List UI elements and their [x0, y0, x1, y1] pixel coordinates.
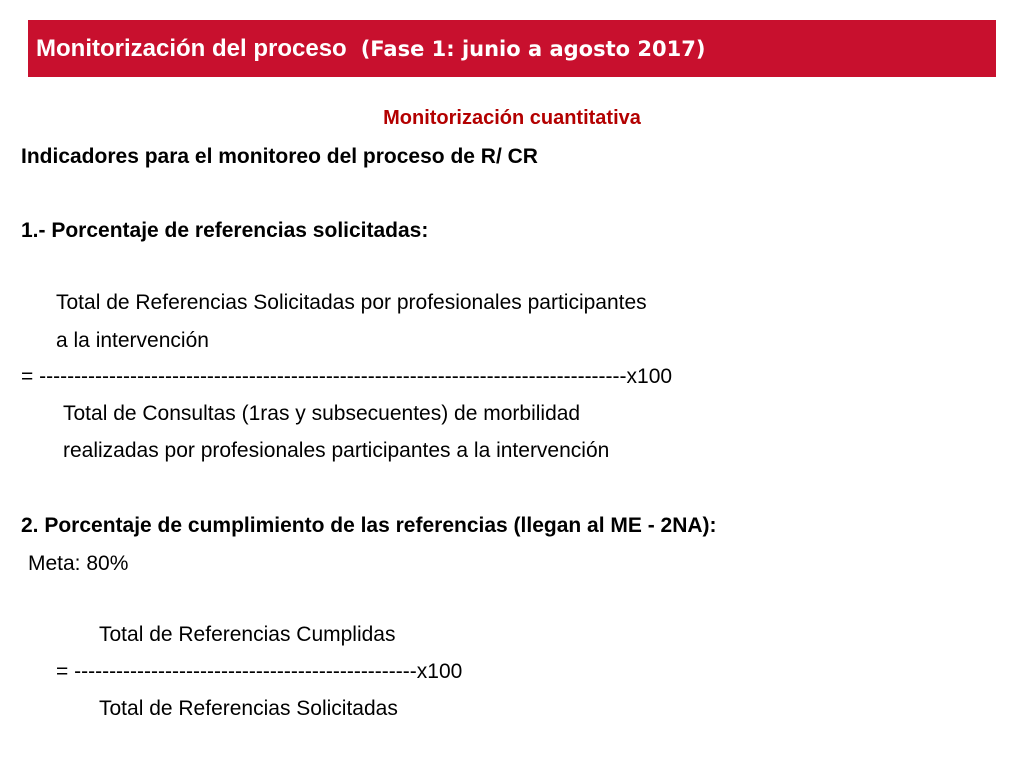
indicator1-numerator-line1: Total de Referencias Solicitadas por profesionales participantes — [56, 291, 647, 314]
indicator1-denominator-line1: Total de Consultas (1ras y subsecuentes) de morbilidad — [63, 402, 581, 425]
indicator1-numerator-line2: a la intervención — [56, 329, 209, 352]
indicator1-title: 1.- Porcentaje de referencias solicitadas: — [21, 219, 429, 242]
indicator2-meta: Meta: 80% — [28, 552, 129, 575]
indicator1-denominator-line2: realizadas por profesionales participantes a la intervención — [63, 439, 610, 462]
slide-title: Monitorización del proceso — [36, 34, 347, 62]
section-heading: Monitorización cuantitativa — [383, 107, 641, 129]
indicator2-numerator: Total de Referencias Cumplidas — [99, 623, 396, 646]
indicator2-denominator: Total de Referencias Solicitadas — [99, 697, 398, 720]
slide-title-bar — [28, 20, 996, 77]
indicator2-formula-line: = -------------------------------------------------x100 — [56, 660, 463, 683]
slide-subtitle: (Fase 1: junio a agosto 2017) — [360, 36, 706, 61]
indicator2-title: 2. Porcentaje de cumplimiento de las referencias (llegan al ME - 2NA): — [21, 514, 717, 537]
intro-heading: Indicadores para el monitoreo del proceso de R/ CR — [21, 145, 538, 168]
indicator1-formula-line: = ------------------------------------------------------------------------------------x100 — [21, 365, 673, 388]
